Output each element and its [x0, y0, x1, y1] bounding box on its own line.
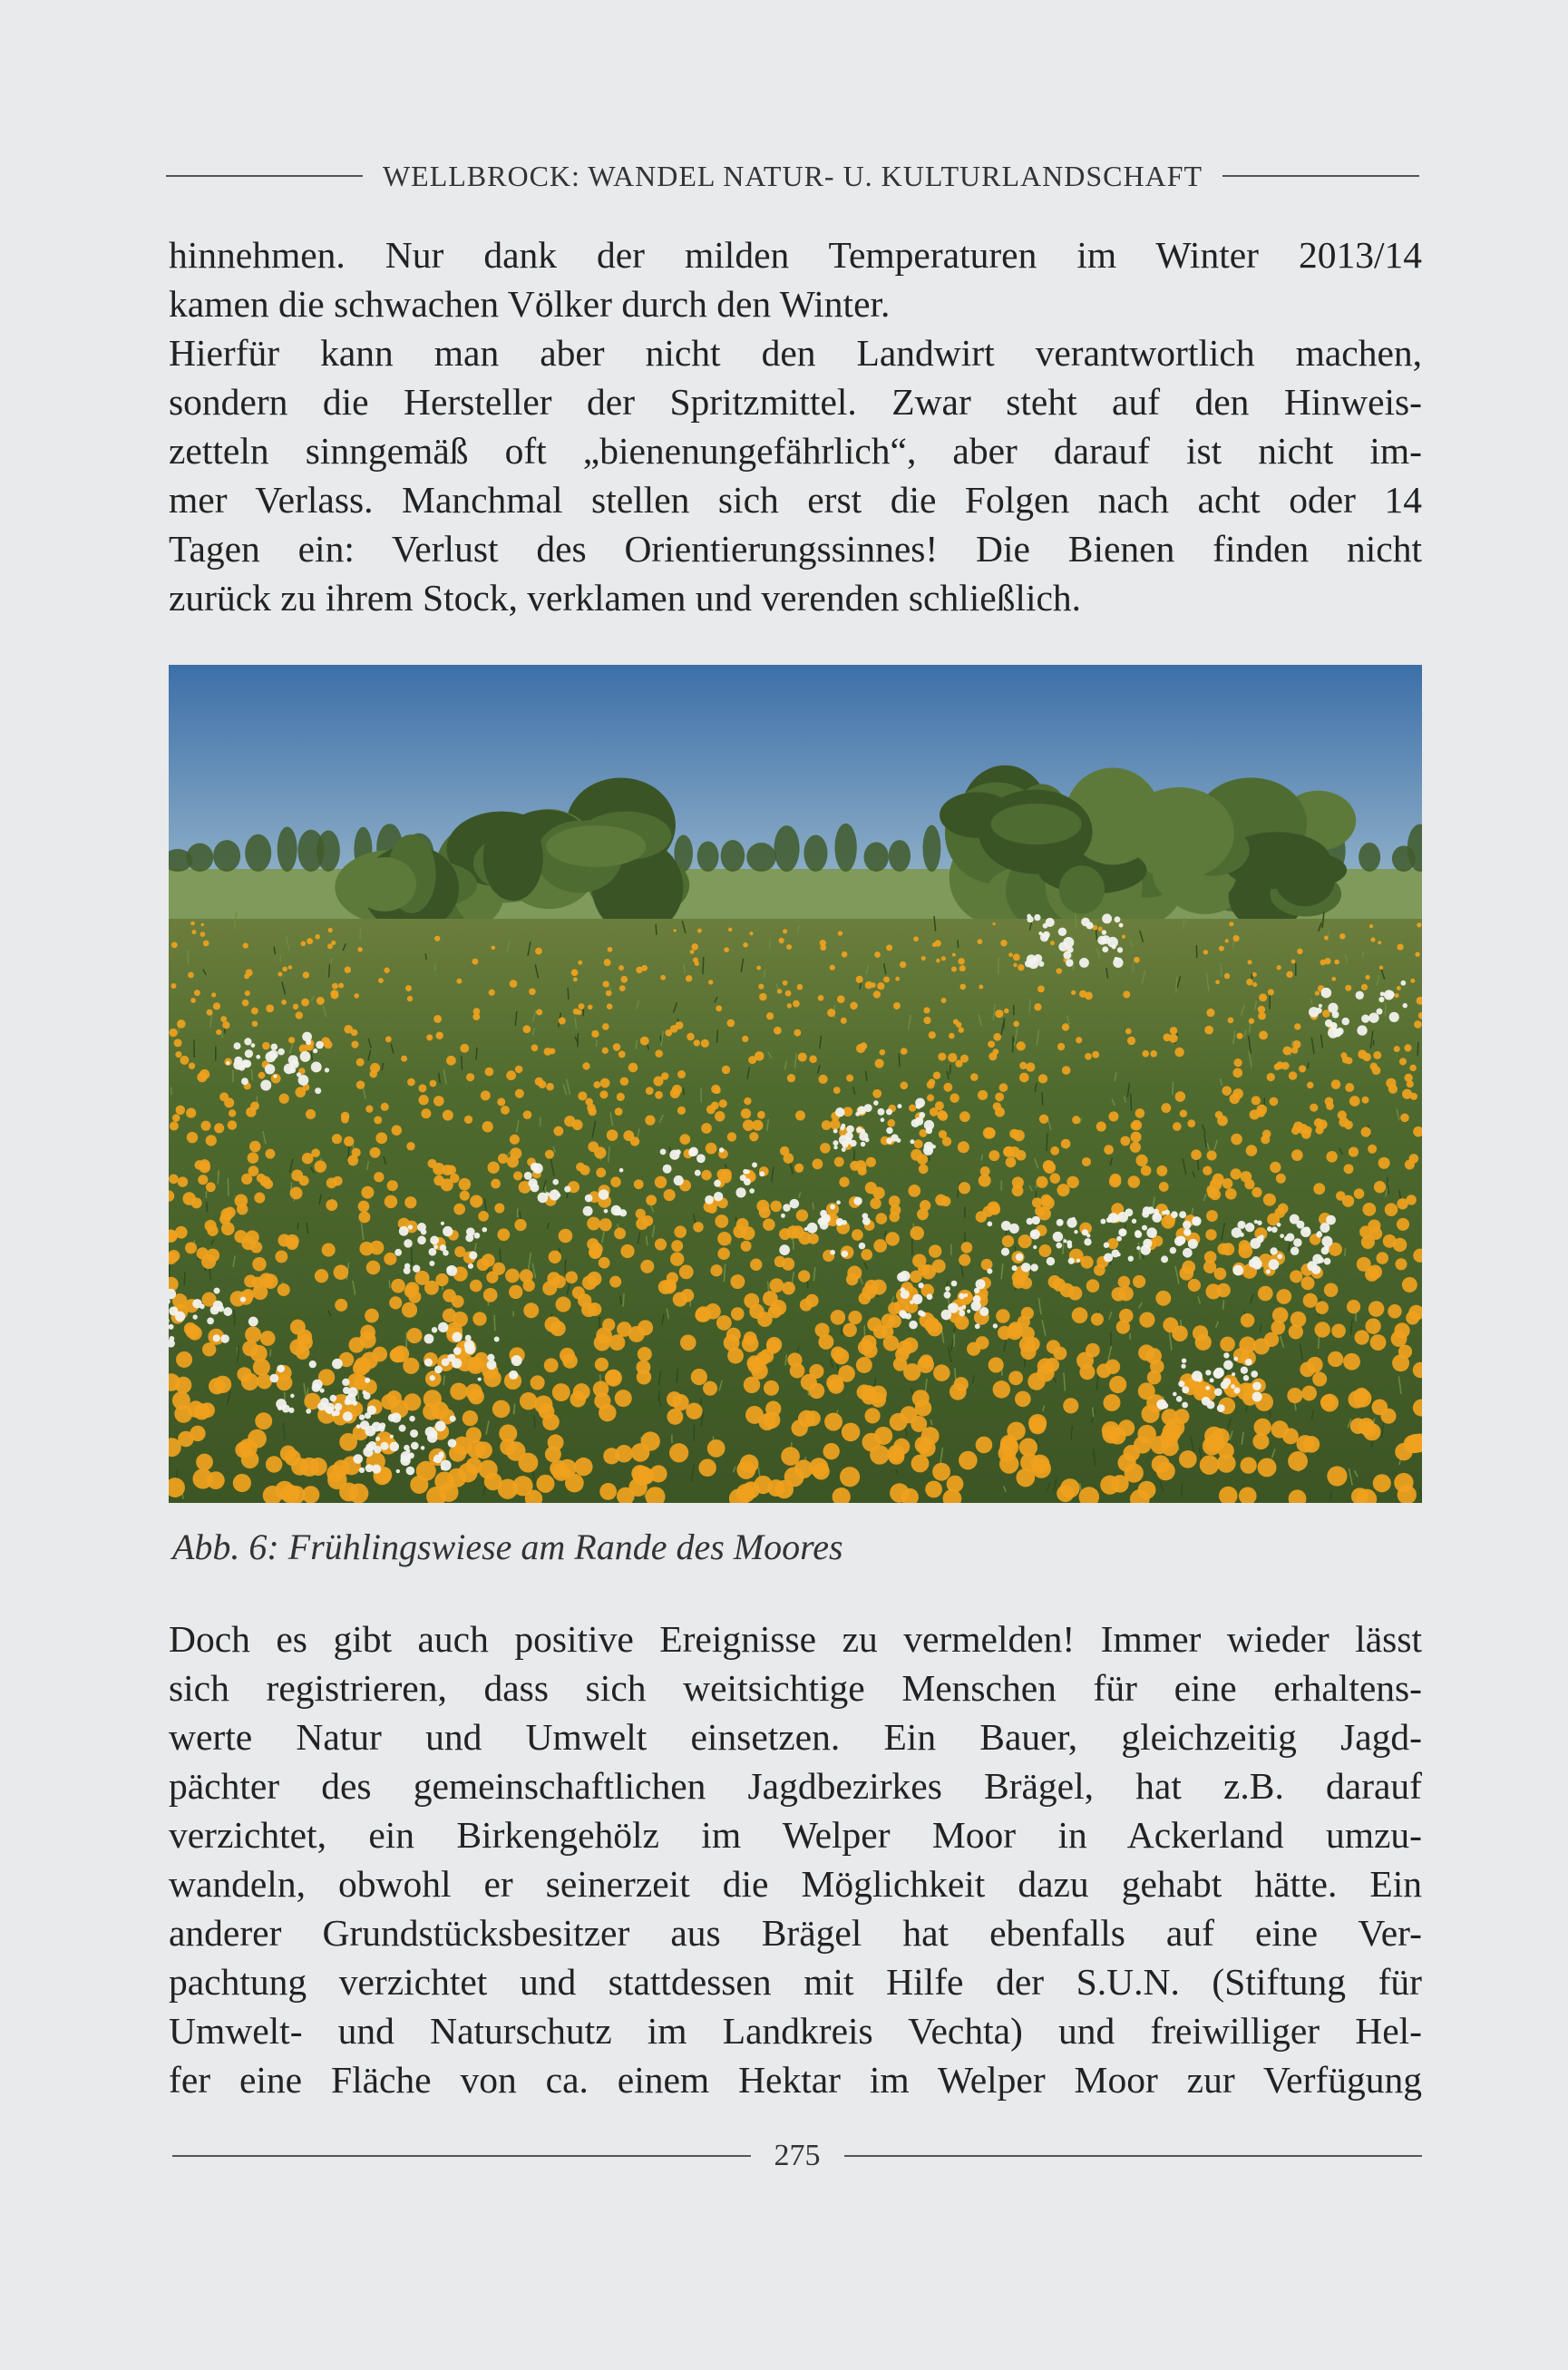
footer-rule-right [844, 2155, 1423, 2157]
running-title: WELLBROCK: WANDEL NATUR- U. KULTURLANDSCHAFT [382, 159, 1203, 192]
paragraph-2 [169, 1614, 1422, 2104]
footer-rule-left [172, 2155, 751, 2157]
text-line: Doch es gibt auch positive Ereignisse zu vermelden! Immer wieder lässt [169, 1618, 1422, 1660]
text-line: Tagen ein: Verlust des Orientierungssinnes! Die Bienen finden nicht [169, 528, 1422, 570]
text-line: kamen die schwachen Völker durch den Winter. [169, 283, 891, 325]
page-number: 275 [774, 2139, 821, 2172]
header-rule-left [166, 175, 363, 177]
text-line: pächter des gemeinschaftlichen Jagdbezirkes Brägel, hat z.B. darauf [169, 1765, 1422, 1807]
text-line: sich registrieren, dass sich weitsichtige Menschen für eine erhaltens- [169, 1667, 1422, 1709]
text-line: zurück zu ihrem Stock, verklamen und verenden schließlich. [169, 577, 1082, 619]
figure-caption: Abb. 6: Frühlingswiese am Rande des Moores [172, 1526, 843, 1567]
meadow-photo [169, 665, 1422, 1503]
header-rule-right [1222, 175, 1419, 177]
meadow-illustration [169, 665, 1422, 1503]
text-line: wandeln, obwohl er seinerzeit die Möglichkeit dazu gehabt hätte. Ein [169, 1863, 1422, 1905]
text-line: sondern die Hersteller der Spritzmittel. Zwar steht auf den Hinweis- [169, 381, 1422, 423]
text-line: Umwelt- und Naturschutz im Landkreis Vechta) und freiwilliger Hel- [169, 2010, 1422, 2052]
text-line: mer Verlass. Manchmal stellen sich erst die Folgen nach acht oder 14 [169, 479, 1422, 521]
text-line: hinnehmen. Nur dank der milden Temperaturen im Winter 2013/14 [169, 234, 1422, 276]
text-line: pachtung verzichtet und stattdessen mit Hilfe der S.U.N. (Stiftung für [169, 1961, 1422, 2003]
paragraph-1 [169, 230, 1422, 622]
running-header [166, 156, 1419, 196]
page-footer [172, 2133, 1422, 2179]
text-line: werte Natur und Umwelt einsetzen. Ein Bauer, gleichzeitig Jagd- [169, 1716, 1422, 1758]
text-line: fer eine Fläche von ca. einem Hektar im Welper Moor zur Verfügung [169, 2059, 1422, 2101]
text-line: verzichtet, ein Birkengehölz im Welper Moor in Ackerland umzu- [169, 1814, 1422, 1856]
text-line: anderer Grundstücksbesitzer aus Brägel hat ebenfalls auf eine Ver- [169, 1912, 1422, 1954]
text-line: Hierfür kann man aber nicht den Landwirt verantwortlich machen, [169, 332, 1422, 374]
text-line: zetteln sinngemäß oft „bienenungefährlich“, aber darauf ist nicht im- [169, 430, 1422, 472]
